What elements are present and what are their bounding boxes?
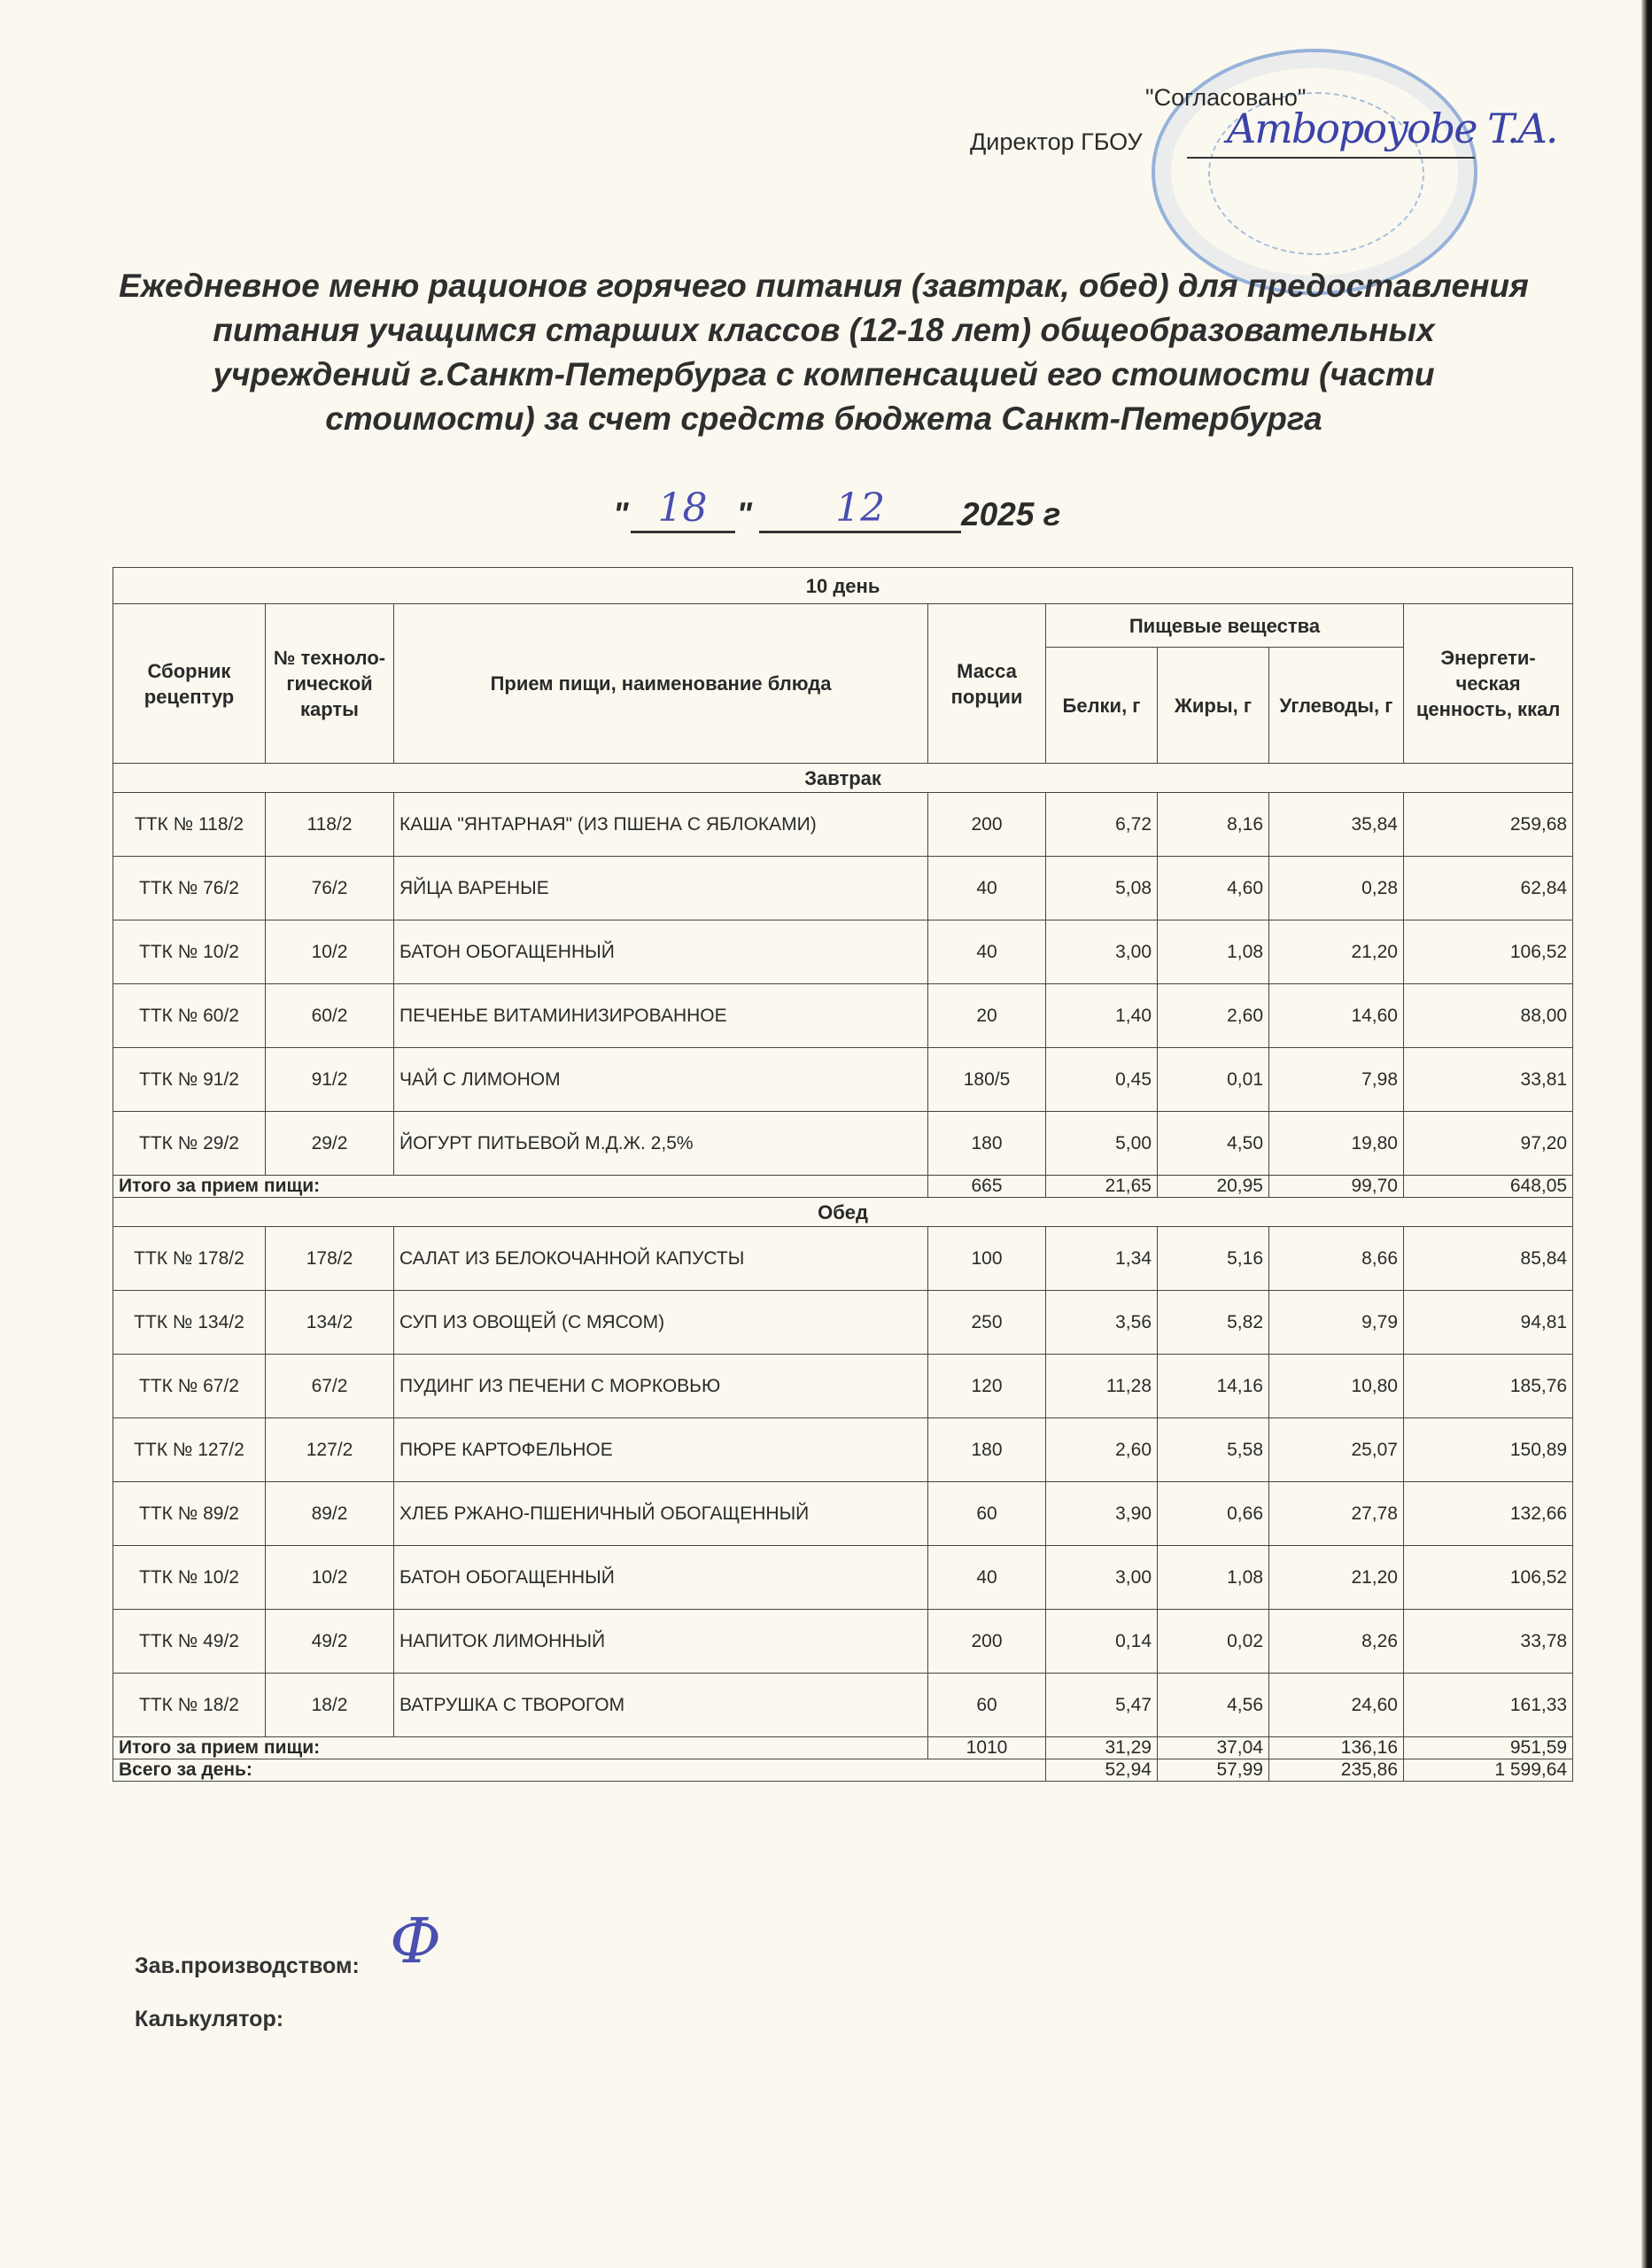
cell-protein: 3,00	[1046, 1546, 1158, 1610]
cell-energy: 94,81	[1404, 1291, 1573, 1355]
cell-dish: ЧАЙ С ЛИМОНОМ	[394, 1048, 928, 1112]
day-total-energy: 1 599,64	[1404, 1759, 1573, 1782]
cell-fat: 14,16	[1158, 1355, 1269, 1418]
cell-protein: 3,56	[1046, 1291, 1158, 1355]
cell-mass: 40	[928, 920, 1046, 984]
cell-carbs: 0,28	[1269, 857, 1404, 920]
cell-protein: 11,28	[1046, 1355, 1158, 1418]
table-row	[113, 1674, 1573, 1737]
table-row	[113, 1355, 1573, 1418]
header-energy: Энергети-ческая ценность, ккал	[1404, 604, 1573, 764]
cell-source: ТТК № 67/2	[113, 1355, 266, 1418]
cell-card: 49/2	[266, 1610, 394, 1674]
cell-source: ТТК № 10/2	[113, 1546, 266, 1610]
date-month: 12	[759, 485, 961, 533]
cell-protein: 5,08	[1046, 857, 1158, 920]
cell-dish: БАТОН ОБОГАЩЕННЫЙ	[394, 920, 928, 984]
cell-source: ТТК № 29/2	[113, 1112, 266, 1176]
cell-mass: 120	[928, 1355, 1046, 1418]
cell-energy: 62,84	[1404, 857, 1573, 920]
total-protein: 31,29	[1046, 1737, 1158, 1759]
breakfast-total-row	[113, 1176, 1573, 1198]
cell-dish: САЛАТ ИЗ БЕЛОКОЧАННОЙ КАПУСТЫ	[394, 1227, 928, 1291]
cell-carbs: 24,60	[1269, 1674, 1404, 1737]
cell-fat: 1,08	[1158, 1546, 1269, 1610]
cell-energy: 185,76	[1404, 1355, 1573, 1418]
table-row	[113, 984, 1573, 1048]
table-row	[113, 1546, 1573, 1610]
cell-carbs: 19,80	[1269, 1112, 1404, 1176]
cell-mass: 20	[928, 984, 1046, 1048]
cell-source: ТТК № 118/2	[113, 793, 266, 857]
cell-carbs: 10,80	[1269, 1355, 1404, 1418]
table-row	[113, 1048, 1573, 1112]
lunch-total-row	[113, 1737, 1573, 1759]
director-label: Директор ГБОУ	[970, 128, 1143, 155]
cell-protein: 1,40	[1046, 984, 1158, 1048]
cell-dish: ВАТРУШКА С ТВОРОГОМ	[394, 1674, 928, 1737]
cell-energy: 85,84	[1404, 1227, 1573, 1291]
total-carbs: 136,16	[1269, 1737, 1404, 1759]
date-year: 2025 г	[961, 496, 1061, 532]
day-total-carbs: 235,86	[1269, 1759, 1404, 1782]
cell-card: 127/2	[266, 1418, 394, 1482]
header-carbs: Углеводы, г	[1269, 648, 1404, 764]
total-mass: 665	[928, 1176, 1046, 1198]
cell-carbs: 8,26	[1269, 1610, 1404, 1674]
cell-mass: 200	[928, 793, 1046, 857]
cell-mass: 40	[928, 1546, 1046, 1610]
cell-mass: 100	[928, 1227, 1046, 1291]
director-signature: Ambopoyobe T.A.	[1227, 105, 1557, 152]
quote-mark: "	[736, 496, 753, 532]
total-energy: 951,59	[1404, 1737, 1573, 1759]
cell-fat: 0,66	[1158, 1482, 1269, 1546]
cell-card: 18/2	[266, 1674, 394, 1737]
cell-dish: ПЕЧЕНЬЕ ВИТАМИНИЗИРОВАННОЕ	[394, 984, 928, 1048]
total-fat: 37,04	[1158, 1737, 1269, 1759]
cell-card: 60/2	[266, 984, 394, 1048]
cell-card: 76/2	[266, 857, 394, 920]
day-label: 10 день	[113, 568, 1573, 604]
cell-dish: ПЮРЕ КАРТОФЕЛЬНОЕ	[394, 1418, 928, 1482]
cell-dish: БАТОН ОБОГАЩЕННЫЙ	[394, 1546, 928, 1610]
cell-fat: 0,01	[1158, 1048, 1269, 1112]
calculator-label: Калькулятор:	[135, 2007, 284, 2031]
quote-mark: "	[613, 496, 629, 532]
cell-fat: 5,16	[1158, 1227, 1269, 1291]
cell-dish: ПУДИНГ ИЗ ПЕЧЕНИ С МОРКОВЬЮ	[394, 1355, 928, 1418]
cell-mass: 60	[928, 1674, 1046, 1737]
cell-mass: 60	[928, 1482, 1046, 1546]
cell-energy: 132,66	[1404, 1482, 1573, 1546]
agreed-label: "Согласовано"	[1145, 84, 1307, 111]
cell-fat: 2,60	[1158, 984, 1269, 1048]
cell-carbs: 27,78	[1269, 1482, 1404, 1546]
table-row	[113, 1418, 1573, 1482]
cell-card: 67/2	[266, 1355, 394, 1418]
header-mass: Масса порции	[928, 604, 1046, 764]
day-total-row	[113, 1759, 1573, 1782]
cell-carbs: 21,20	[1269, 1546, 1404, 1610]
table-row	[113, 1227, 1573, 1291]
header-card-no: № техноло-гической карты	[266, 604, 394, 764]
table-row	[113, 1610, 1573, 1674]
cell-energy: 106,52	[1404, 920, 1573, 984]
cell-source: ТТК № 134/2	[113, 1291, 266, 1355]
cell-source: ТТК № 127/2	[113, 1418, 266, 1482]
cell-dish: НАПИТОК ЛИМОННЫЙ	[394, 1610, 928, 1674]
cell-fat: 5,82	[1158, 1291, 1269, 1355]
section-breakfast	[113, 764, 1573, 793]
cell-fat: 4,50	[1158, 1112, 1269, 1176]
cell-source: ТТК № 60/2	[113, 984, 266, 1048]
cell-protein: 3,00	[1046, 920, 1158, 984]
document-title: Ежедневное меню рационов горячего питания (завтрак, обед) для предоставления питания учащимся старших классов (12-18 лет) общеобразовательных учреждений г.Санкт-Петербурга с компенсацией его стоимости (части стоимости) за счет средств бюджета Санкт-Петербурга	[119, 268, 1529, 437]
cell-card: 10/2	[266, 1546, 394, 1610]
cell-protein: 6,72	[1046, 793, 1158, 857]
cell-fat: 0,02	[1158, 1610, 1269, 1674]
cell-mass: 180	[928, 1112, 1046, 1176]
cell-carbs: 8,66	[1269, 1227, 1404, 1291]
cell-energy: 259,68	[1404, 793, 1573, 857]
cell-carbs: 7,98	[1269, 1048, 1404, 1112]
cell-card: 89/2	[266, 1482, 394, 1546]
cell-carbs: 14,60	[1269, 984, 1404, 1048]
header-source: Сборник рецептур	[113, 604, 266, 764]
cell-protein: 5,00	[1046, 1112, 1158, 1176]
header-dish: Прием пищи, наименование блюда	[394, 604, 928, 764]
cell-fat: 1,08	[1158, 920, 1269, 984]
section-lunch	[113, 1198, 1573, 1227]
production-manager-label: Зав.производством:	[135, 1953, 360, 1978]
cell-mass: 250	[928, 1291, 1046, 1355]
total-carbs: 99,70	[1269, 1176, 1404, 1198]
cell-source: ТТК № 91/2	[113, 1048, 266, 1112]
cell-source: ТТК № 89/2	[113, 1482, 266, 1546]
cell-mass: 180/5	[928, 1048, 1046, 1112]
cell-card: 91/2	[266, 1048, 394, 1112]
cell-protein: 0,14	[1046, 1610, 1158, 1674]
cell-energy: 88,00	[1404, 984, 1573, 1048]
day-header-row	[113, 568, 1573, 604]
table-row	[113, 793, 1573, 857]
cell-fat: 4,56	[1158, 1674, 1269, 1737]
cell-fat: 5,58	[1158, 1418, 1269, 1482]
cell-protein: 5,47	[1046, 1674, 1158, 1737]
cell-carbs: 35,84	[1269, 793, 1404, 857]
table-row	[113, 1112, 1573, 1176]
cell-carbs: 25,07	[1269, 1418, 1404, 1482]
cell-protein: 2,60	[1046, 1418, 1158, 1482]
cell-card: 118/2	[266, 793, 394, 857]
header-fat: Жиры, г	[1158, 648, 1269, 764]
cell-dish: КАША "ЯНТАРНАЯ" (ИЗ ПШЕНА С ЯБЛОКАМИ)	[394, 793, 928, 857]
cell-fat: 8,16	[1158, 793, 1269, 857]
section-label: Обед	[113, 1198, 1573, 1227]
cell-mass: 200	[928, 1610, 1046, 1674]
column-header-row	[113, 604, 1573, 648]
cell-energy: 150,89	[1404, 1418, 1573, 1482]
cell-dish: ЙОГУРТ ПИТЬЕВОЙ М.Д.Ж. 2,5%	[394, 1112, 928, 1176]
date-day: 18	[631, 485, 735, 533]
cell-protein: 0,45	[1046, 1048, 1158, 1112]
director-signature-line	[1187, 157, 1475, 159]
day-total-label: Всего за день:	[113, 1759, 1046, 1782]
cell-card: 10/2	[266, 920, 394, 984]
total-energy: 648,05	[1404, 1176, 1573, 1198]
cell-card: 29/2	[266, 1112, 394, 1176]
table-row	[113, 1482, 1573, 1546]
cell-dish: ЯЙЦА ВАРЕНЫЕ	[394, 857, 928, 920]
cell-dish: СУП ИЗ ОВОЩЕЙ (С МЯСОМ)	[394, 1291, 928, 1355]
table-row	[113, 857, 1573, 920]
cell-source: ТТК № 178/2	[113, 1227, 266, 1291]
section-label: Завтрак	[113, 764, 1573, 793]
cell-energy: 33,81	[1404, 1048, 1573, 1112]
cell-mass: 180	[928, 1418, 1046, 1482]
header-nutrients: Пищевые вещества	[1046, 604, 1404, 648]
table-row	[113, 920, 1573, 984]
cell-source: ТТК № 49/2	[113, 1610, 266, 1674]
cell-energy: 97,20	[1404, 1112, 1573, 1176]
cell-energy: 106,52	[1404, 1546, 1573, 1610]
cell-source: ТТК № 18/2	[113, 1674, 266, 1737]
cell-mass: 40	[928, 857, 1046, 920]
cell-energy: 161,33	[1404, 1674, 1573, 1737]
document-date	[611, 485, 1060, 533]
cell-card: 178/2	[266, 1227, 394, 1291]
production-manager-signature: Ф	[390, 1905, 442, 1977]
header-protein: Белки, г	[1046, 648, 1158, 764]
cell-card: 134/2	[266, 1291, 394, 1355]
cell-dish: ХЛЕБ РЖАНО-ПШЕНИЧНЫЙ ОБОГАЩЕННЫЙ	[394, 1482, 928, 1546]
cell-protein: 1,34	[1046, 1227, 1158, 1291]
cell-source: ТТК № 10/2	[113, 920, 266, 984]
cell-energy: 33,78	[1404, 1610, 1573, 1674]
total-label: Итого за прием пищи:	[113, 1737, 928, 1759]
day-total-protein: 52,94	[1046, 1759, 1158, 1782]
cell-carbs: 9,79	[1269, 1291, 1404, 1355]
cell-source: ТТК № 76/2	[113, 857, 266, 920]
table-row	[113, 1291, 1573, 1355]
menu-table	[112, 567, 1573, 1782]
cell-fat: 4,60	[1158, 857, 1269, 920]
scan-edge	[1641, 0, 1652, 2268]
total-label: Итого за прием пищи:	[113, 1176, 928, 1198]
total-fat: 20,95	[1158, 1176, 1269, 1198]
day-total-fat: 57,99	[1158, 1759, 1269, 1782]
total-mass: 1010	[928, 1737, 1046, 1759]
cell-protein: 3,90	[1046, 1482, 1158, 1546]
total-protein: 21,65	[1046, 1176, 1158, 1198]
cell-carbs: 21,20	[1269, 920, 1404, 984]
